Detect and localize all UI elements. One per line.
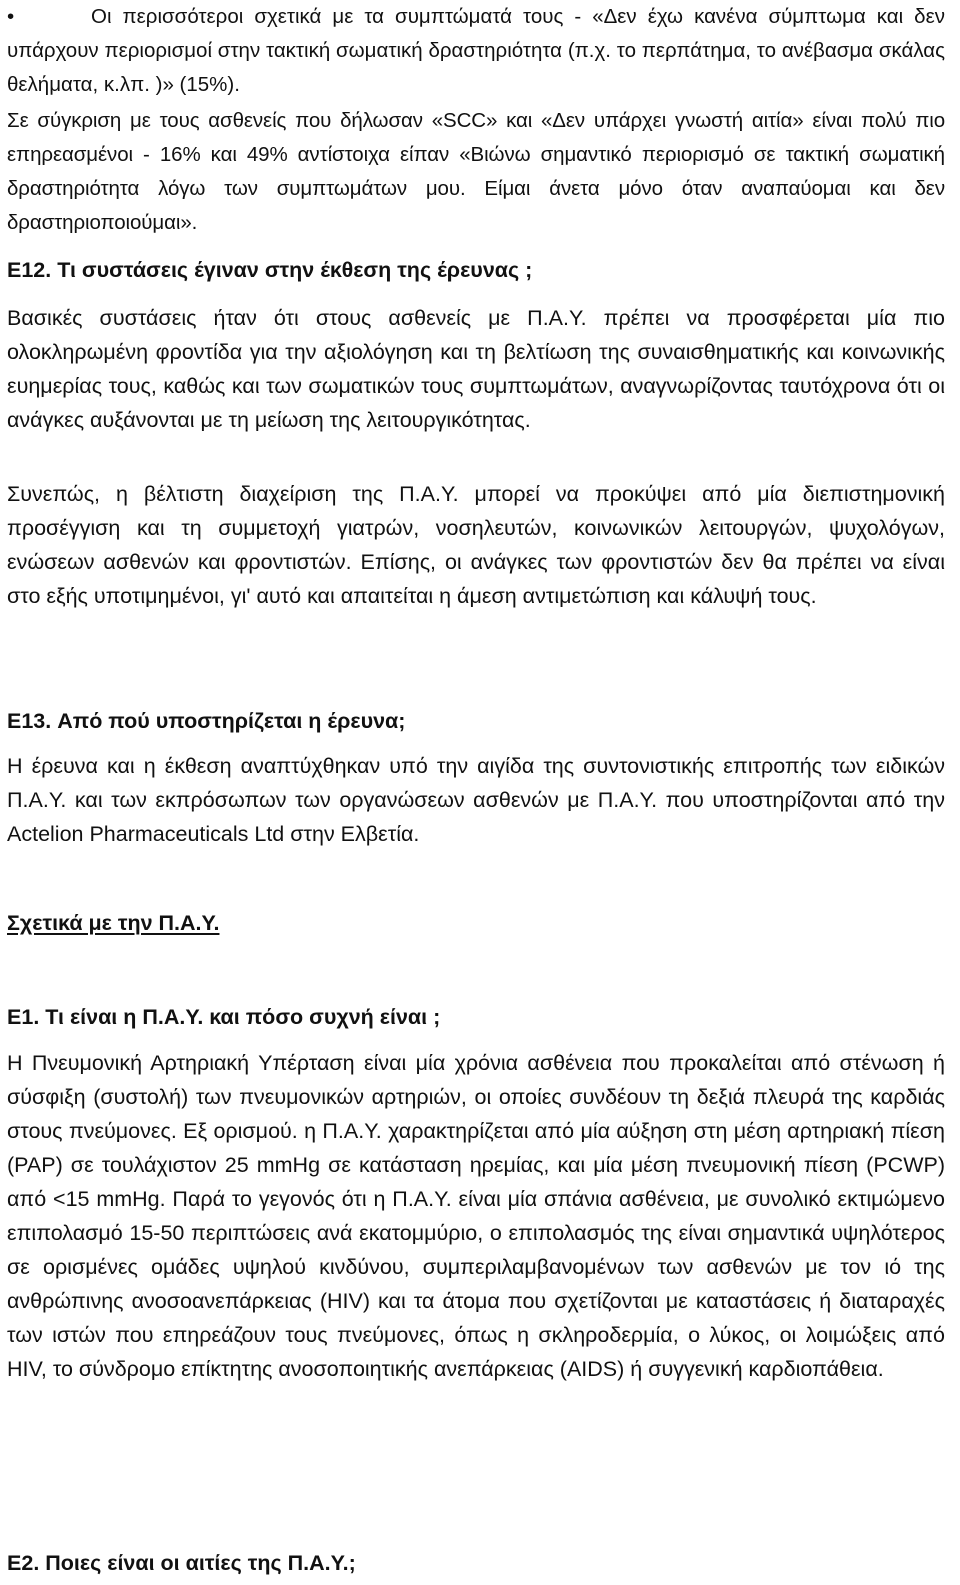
e12-number: E12 bbox=[7, 258, 46, 282]
e12-title: . Τι συστάσεις έγιναν στην έκθεση της έρευνας ; bbox=[45, 258, 533, 282]
e2-heading bbox=[7, 1546, 356, 1580]
comparison-paragraph: Σε σύγκριση με τους ασθενείς που δήλωσαν «SCC» και «Δεν υπάρχει γνωστή αιτία» είναι πολύ πιο επηρεασμένοι - 16% και 49% αντίστοιχα είπαν «Βιώνω σημαντικό περιορισμό σε τακτική σωματική δραστηριότητα λόγω των συμπτωμάτων μου. Είμαι άνετα μόνο όταν αναπαύομαι και δεν δραστηριοποιούμαι». bbox=[7, 109, 945, 234]
bullet-marker: • bbox=[7, 5, 15, 28]
e13-heading bbox=[7, 704, 405, 738]
e12-paragraph-2: Συνεπώς, η βέλτιστη διαχείριση της Π.Α.Υ. μπορεί να προκύψει από μία διεπιστημονική προσέγγιση και τη συμμετοχή γιατρών, νοσηλευτών, κοινωνικών λειτουργών, ψυχολόγων, ενώσεων ασθενών και φροντιστών. Επίσης, οι ανάγκες των φροντιστών δεν θα πρέπει να είναι στο εξής υποτιμημένοι, γι' αυτό και απαιτείται η άμεση αντιμετώπιση και κάλυψή τους. bbox=[7, 482, 945, 608]
e12-paragraph-1: Βασικές συστάσεις ήταν ότι στους ασθενείς με Π.Α.Υ. πρέπει να προσφέρεται μία πιο ολοκληρωμένη φροντίδα για την αξιολόγηση και τη βελτίωση της συναισθηματικής και κοινωνικής ευημερίας τους, καθώς και των σωματικών τους συμπτωμάτων, αναγνωρίζοντας ταυτόχρονα ότι οι ανάγκες αυξάνονται με τη μείωση της λειτουργικότητας. bbox=[7, 306, 945, 432]
e2-title: . Ποιες είναι οι αιτίες της Π.Α.Υ.; bbox=[33, 1551, 356, 1575]
e13-title: . Από πού υποστηρίζεται η έρευνα; bbox=[45, 709, 406, 733]
bullet-paragraph bbox=[0, 0, 945, 102]
e12-heading bbox=[7, 253, 532, 287]
e1-heading bbox=[7, 1000, 440, 1034]
e1-paragraph: Η Πνευμονική Αρτηριακή Υπέρταση είναι μία χρόνια ασθένεια που προκαλείται από στένωση ή σύσφιξη (συστολή) των πνευμονικών αρτηριών, οι οποίες συνδέουν τη δεξιά πλευρά της καρδιάς στους πνεύμονες. Εξ ορισμού. η Π.Α.Υ. χαρακτηρίζεται από μία αύξηση στη μέση αρτηριακή πίεση (PAP) σε τουλάχιστον 25 mmHg σε κατάσταση ηρεμίας, και μία μέση πνευμονική πίεση (PCWP) από <15 mmHg. Παρά το γεγονός ότι η Π.Α.Υ. είναι μία σπάνια ασθένεια, με συνολικό εκτιμώμενο επιπολασμό 15-50 περιπτώσεις ανά εκατομμύριο, ο επιπολασμός της είναι σημαντικά υψηλότερος σε ορισμένες ομάδες υψηλού κινδύνου, συμπεριλαμβανομένων των ασθενών με τον ιό της ανθρώπινης ανοσοανεπάρκειας (HIV) και τα άτομα που σχετίζονται με καταστάσεις ή διαταραχές των ιστών που επηρεάζουν τους πνεύμονες, όπως η σκληροδερμία, ο λύκος, οι λοιμώξεις από HIV, το σύνδρομο επίκτητης ανοσοποιητικής ανεπάρκειας (AIDS) ή συγγενική καρδιοπάθεια. bbox=[7, 1051, 945, 1381]
e1-number: E1 bbox=[7, 1005, 34, 1029]
e13-number: E13 bbox=[7, 709, 46, 733]
e2-number: E2 bbox=[7, 1551, 34, 1575]
e1-title: . Τι είναι η Π.Α.Υ. και πόσο συχνή είναι ; bbox=[33, 1005, 441, 1029]
e13-paragraph: Η έρευνα και η έκθεση αναπτύχθηκαν υπό την αιγίδα της συντονιστικής επιτροπής των ειδικών Π.Α.Υ. και των εκπρόσωπων των οργανώσεων ασθενών με Π.Α.Υ. που υποστηρίζονται από την Actelion Pharmaceuticals Ltd στην Ελβετία. bbox=[7, 754, 945, 846]
about-heading: Σχετικά με την Π.Α.Υ. bbox=[7, 911, 220, 935]
bullet-text: Οι περισσότεροι σχετικά με τα συμπτώματά τους - «Δεν έχω κανένα σύμπτωμα και δεν υπάρχουν περιορισμοί στην τακτική σωματική δραστηριότητα (π.χ. το περπάτημα, το ανέβασμα σκάλας θελήματα, κ.λπ. )» (15%). bbox=[7, 5, 945, 96]
